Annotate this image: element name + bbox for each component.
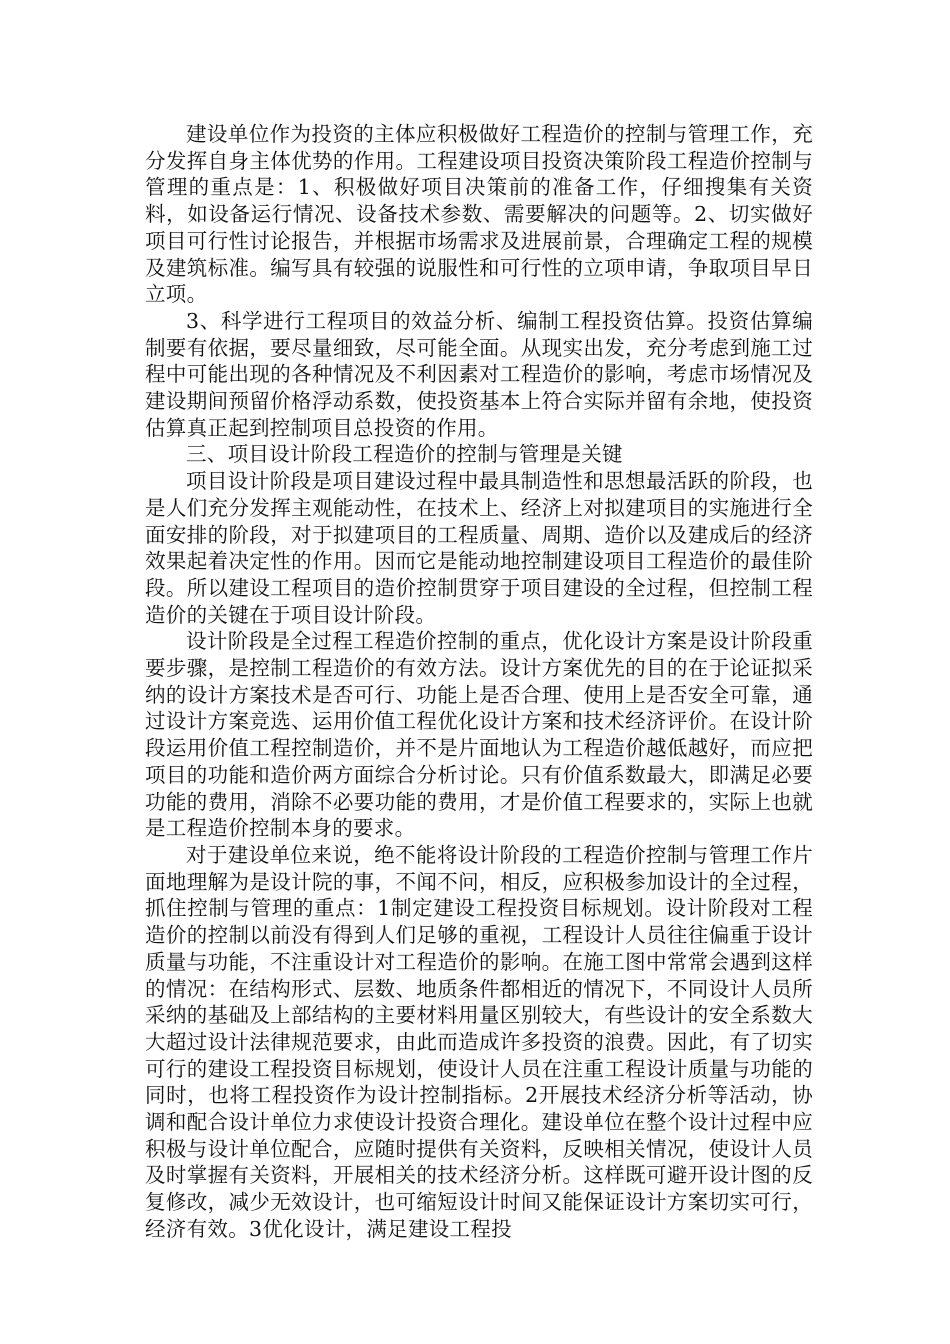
paragraph: 对于建设单位来说，绝不能将设计阶段的工程造价控制与管理工作片面地理解为是设计院的事，不闻不问，相反，应积极参加设计的全过程，抓住控制与管理的重点：1制定建设工程投资目标规划。设计阶段对工程造价的控制以前没有得到人们足够的重视，工程设计人员往往偏重于设计质量与功能，不注重设计对工程造价的影响。在施工图中常常会遇到这样的情况：在结构形式、层数、地质条件都相近的情况下，不同设计人员所采纳的基础及上部结构的主要材料用量区别较大，有些设计的安全系数大大超过设计法律规范要求，由此而造成许多投资的浪费。因此，有了切实可行的建设工程投资目标规划，使设计人员在注重工程设计质量与功能的同时，也将工程投资作为设计控制指标。2开展技术经济分析等活动，协调和配合设计单位力求使设计投资合理化。建设单位在整个设计过程中应积极与设计单位配合，应随时提供有关资料，反映相关情况，使设计人员及时掌握有关资料，开展相关的技术经济分析。这样既可避开设计图的反复修改，减少无效设计，也可缩短设计时间又能保证设计方案切实可行，经济有效。3优化设计，满足建设工程投 xyxy=(145,842,813,1241)
paragraph: 建设单位作为投资的主体应积极做好工程造价的控制与管理工作，充分发挥自身主体优势的作用。工程建设项目投资决策阶段工程造价控制与管理的重点是：1、积极做好项目决策前的准备工作，仔细搜集有关资料，如设备运行情况、设备技术参数、需要解决的问题等。2、切实做好项目可行性讨论报告，并根据市场需求及进展前景，合理确定工程的规模及建筑标准。编写具有较强的说服性和可行性的立项申请，争取项目早日立项。 xyxy=(145,122,813,307)
section-heading: 三、项目设计阶段工程造价的控制与管理是关键 xyxy=(186,442,623,467)
paragraph: 3、科学进行工程项目的效益分析、编制工程投资估算。投资估算编制要有依据，要尽量细致，尽可能全面。从现实出发，充分考虑到施工过程中可能出现的各种情况及不利因素对工程造价的影响，考虑市场情况及建设期间预留价格浮动系数，使投资基本上符合实际并留有余地，使投资估算真正起到控制项目总投资的作用。 xyxy=(145,308,813,440)
paragraph: 设计阶段是全过程工程造价控制的重点，优化设计方案是设计阶段重要步骤，是控制工程造价的有效方法。设计方案优先的目的在于论证拟采纳的设计方案技术是否可行、功能上是否合理、使用上是否安全可靠，通过设计方案竞选、运用价值工程优化设计方案和技术经济评价。在设计阶段运用价值工程控制造价，并不是片面地认为工程造价越低越好，而应把项目的功能和造价两方面综合分析讨论。只有价值系数最大，即满足必要功能的费用，消除不必要功能的费用，才是价值工程要求的，实际上也就是工程造价控制本身的要求。 xyxy=(145,629,813,841)
paragraph: 项目设计阶段是项目建设过程中最具制造性和思想最活跃的阶段，也是人们充分发挥主观能动性，在技术上、经济上对拟建项目的实施进行全面安排的阶段，对于拟建项目的工程质量、周期、造价以及建成后的经济效果起着决定性的作用。因而它是能动地控制建设项目工程造价的最佳阶段。所以建设工程项目的造价控制贯穿于项目建设的全过程，但控制工程造价的关键在于项目设计阶段。 xyxy=(145,469,813,627)
document-body xyxy=(145,121,813,1243)
